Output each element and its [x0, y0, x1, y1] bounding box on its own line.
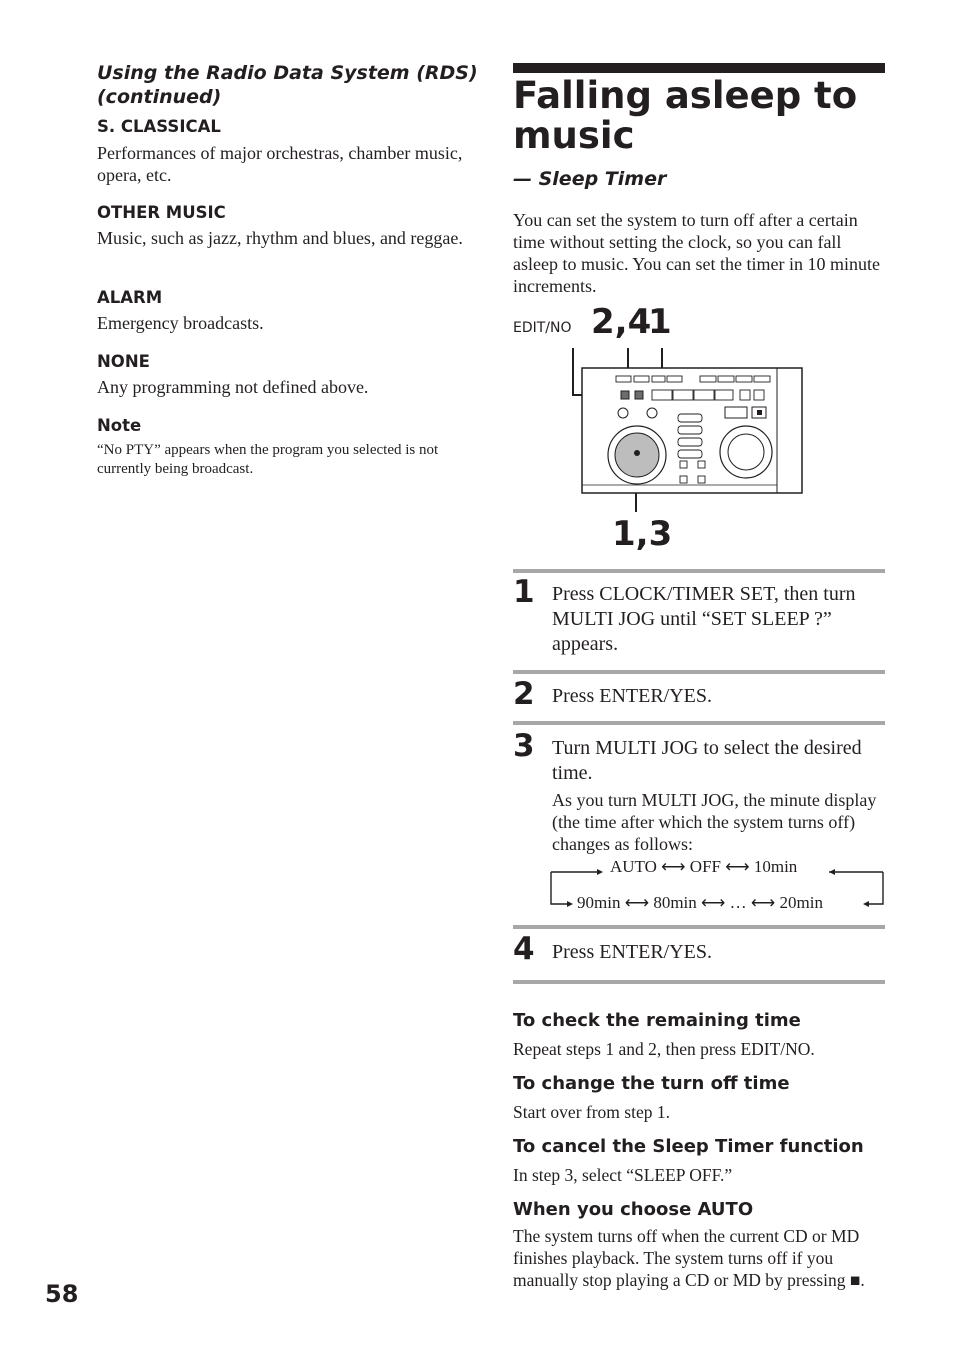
text-choose-auto: The system turns off when the current CD or MD finishes playback. The system turns off if you manually stop playing a CD or MD by pressing ■.: [513, 1226, 865, 1290]
step-rule-1: [513, 569, 885, 573]
heading-check-remaining: To check the remaining time: [513, 1010, 801, 1031]
edit-no-label: EDIT/NO: [513, 320, 572, 336]
sequence-bottom-row: 90min ⟷ 80min ⟷ … ⟷ 20min: [577, 893, 823, 912]
step-rule-end: [513, 980, 885, 984]
term-other-music: OTHER MUSIC: [97, 203, 226, 222]
heading-change-turn-off: To change the turn off time: [513, 1073, 790, 1094]
step-rule-4: [513, 925, 885, 929]
callout-1: 1: [648, 302, 672, 342]
term-alarm: ALARM: [97, 288, 163, 307]
note-heading: Note: [97, 416, 142, 435]
desc-s-classical: Performances of major orchestras, chamber music, opera, etc.: [97, 143, 463, 185]
note-text: “No PTY” appears when the program you selected is not currently being broadcast.: [97, 442, 439, 477]
text-change-turn-off: Start over from step 1.: [513, 1102, 670, 1122]
seq-ellipsis: …: [729, 893, 747, 912]
seq-off: OFF: [689, 857, 721, 876]
stereo-panel-illustration: [560, 340, 810, 515]
step-number-4: 4: [513, 931, 535, 967]
text-cancel-sleep: In step 3, select “SLEEP OFF.”: [513, 1165, 733, 1185]
heading-cancel-sleep: To cancel the Sleep Timer function: [513, 1136, 864, 1157]
sequence-top-row: AUTO ⟷ OFF ⟷ 10min: [610, 857, 798, 876]
seq-auto: AUTO: [610, 857, 657, 876]
step-subtext-3: As you turn MULTI JOG, the minute display (the time after which the system turns off) changes as follows:: [552, 790, 877, 854]
step-rule-2: [513, 670, 885, 674]
seq-20min: 20min: [779, 893, 823, 912]
callout-1-3: 1,3: [612, 514, 673, 554]
step-rule-3: [513, 721, 885, 725]
subtitle: — Sleep Timer: [513, 168, 667, 190]
heading-choose-auto: When you choose AUTO: [513, 1199, 754, 1220]
desc-none: Any programming not defined above.: [97, 377, 369, 397]
desc-other-music: Music, such as jazz, rhythm and blues, and reggae.: [97, 228, 463, 248]
page-number: 58: [45, 1280, 79, 1308]
term-none: NONE: [97, 352, 150, 371]
text-check-remaining: Repeat steps 1 and 2, then press EDIT/NO.: [513, 1039, 815, 1059]
seq-90min: 90min: [577, 893, 621, 912]
desc-alarm: Emergency broadcasts.: [97, 313, 264, 333]
intro-paragraph: You can set the system to turn off after a certain time without setting the clock, so you can fall asleep to music. You can set the timer in 10 minute increments.: [513, 210, 880, 296]
section-title: Using the Radio Data System (RDS) (continued): [97, 62, 478, 108]
step-text-2: Press ENTER/YES.: [552, 685, 712, 707]
step-text-3: Turn MULTI JOG to select the desired time.: [552, 737, 862, 784]
term-s-classical: S. CLASSICAL: [97, 117, 221, 136]
edit-no-button: [621, 391, 629, 399]
enter-yes-button: [635, 391, 643, 399]
step-text-4: Press ENTER/YES.: [552, 941, 712, 963]
title-rule: [513, 63, 885, 73]
step-number-3: 3: [513, 728, 535, 764]
step-number-1: 1: [513, 574, 535, 610]
step-text-1: Press CLOCK/TIMER SET, then turn MULTI JOG until “SET SLEEP ?” appears.: [552, 583, 856, 655]
seq-10min: 10min: [753, 857, 798, 876]
callout-2-4: 2,4: [591, 302, 652, 342]
seq-80min: 80min: [653, 893, 697, 912]
step-number-2: 2: [513, 676, 535, 712]
page-title: Falling asleep to music: [513, 74, 858, 157]
